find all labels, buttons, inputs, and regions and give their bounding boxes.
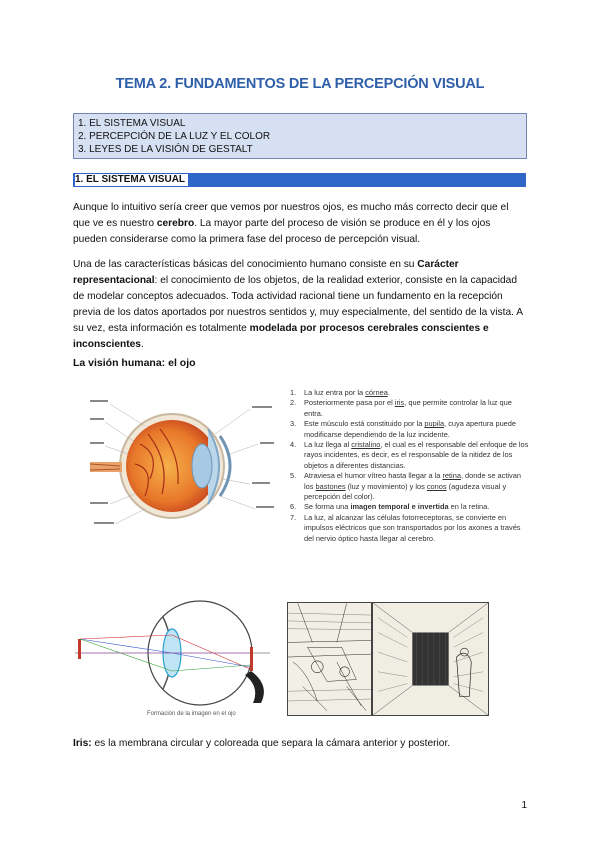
- list-item: 2. Posteriormente pasa por el iris, que permite controlar la luz que entra.: [290, 398, 512, 418]
- image-formation-diagram: [75, 595, 285, 720]
- list-item: 6. Se forma una imagen temporal e invertida en la retina.: [290, 502, 490, 512]
- bold-term: Iris:: [73, 738, 92, 749]
- list-item: 4. La luz llega al cristalino, el cual es el responsable del enfoque de los rayos incidentes, es decir, es el responsable de la nitidez de los objetos a diferentes distancias.: [290, 440, 529, 470]
- toc-item: 2. PERCEPCIÓN DE LA LUZ Y EL COLOR: [78, 131, 271, 142]
- list-item: 1. La luz entra por la córnea.: [290, 388, 390, 397]
- diagram-caption: Formación de la imagen en el ojo: [147, 711, 236, 717]
- eye-process-steps: [290, 388, 530, 544]
- page-title: TEMA 2. FUNDAMENTOS DE LA PERCEPCIÓN VISUAL: [115, 76, 485, 92]
- paragraph-representational: Una de las características básicas del conocimiento humano consiste en su Carácter representacional: el conocimiento de los objetos, de la realidad exterior, consiste en la capacidad de modelar conceptos adecuados. Toda actividad racional tiene un fundamento en la recepción previa de los datos aportados por nuestros sentidos y, muy especialmente, del sentido de la vista. A su vez, esta información es totalmente modelada por procesos cerebrales conscientes e inconscientes.: [73, 259, 523, 350]
- paragraph-intro: Aunque lo intuitivo sería creer que vemos por nuestros ojos, es mucho más correcto decir que el que ve es nuestro cerebro. La mayor parte del proceso de visión se produce en él y los ojos pueden considerarse como la primera fase del proceso de percepción visual.: [73, 202, 509, 245]
- section-heading: 1. EL SISTEMA VISUAL: [75, 174, 188, 186]
- list-item: 5. Atraviesa el humor vítreo hasta llegar a la retina, donde se activan los bastones (luz y movimiento) y los conos (agudeza visual y percepción del color).: [290, 471, 521, 502]
- page-number: 1: [521, 800, 527, 811]
- engraving-illustration: [287, 602, 372, 716]
- bold-term: modelada por procesos cerebrales conscientes e inconscientes: [73, 323, 489, 350]
- subheading-eye: La visión humana: el ojo: [73, 357, 196, 369]
- list-item: 7. La luz, al alcanzar las células fotorreceptoras, se convierte en impulsos eléctricos que son transportados por los axones a través del nervio óptico hasta llegar al cerebro.: [290, 512, 521, 543]
- bold-term: cerebro: [156, 218, 195, 229]
- eye-anatomy-illustration: [90, 384, 280, 549]
- camera-obscura-engraving: [372, 602, 489, 716]
- toc-item: 1. EL SISTEMA VISUAL: [78, 118, 186, 129]
- toc-item: 3. LEYES DE LA VISIÓN DE GESTALT: [78, 144, 253, 155]
- iris-definition: Iris: es la membrana circular y coloreada que separa la cámara anterior y posterior.: [73, 738, 451, 749]
- bold-term: Carácter representacional: [73, 259, 459, 286]
- table-of-contents: [73, 113, 527, 159]
- section-heading-bar: [73, 173, 526, 187]
- list-item: 3. Este músculo está constituido por la pupila, cuya apertura puede modificarse dependiendo de la luz incidente.: [290, 419, 517, 439]
